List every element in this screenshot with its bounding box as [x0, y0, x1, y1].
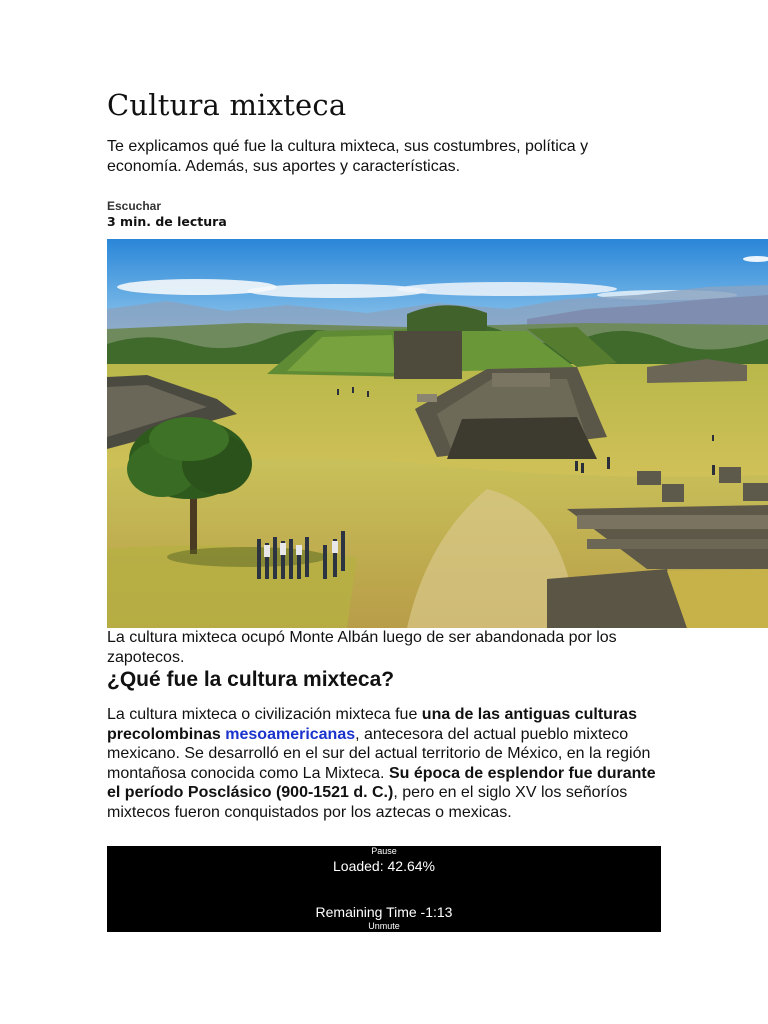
paragraph-bold-text: una de las antiguas culturas precolombinas [107, 706, 637, 743]
section-heading: ¿Qué fue la cultura mixteca? [107, 668, 395, 691]
loaded-status: Loaded: 42.64% [333, 858, 435, 874]
page-title: Cultura mixteca [107, 88, 347, 122]
paragraph-text: La cultura mixteca o civilización mixteca fue [107, 706, 422, 723]
listen-button[interactable]: Escuchar [107, 199, 162, 213]
mesoamericanas-link[interactable]: mesoamericanas [225, 725, 356, 743]
image-caption: La cultura mixteca ocupó Monte Albán luego de ser abandonada por los zapotecos. [107, 629, 617, 666]
remaining-time: Remaining Time -1:13 [315, 904, 453, 920]
paragraph-bold-text: Su época de esplendor fue durante el período Posclásico (900-1521 d. C.) [107, 764, 656, 802]
monte-alban-photo [107, 239, 768, 628]
paragraph-text: , pero en el siglo XV los señoríos mixtecos fueron conquistados por los aztecas o mexicas. [107, 784, 628, 821]
read-time: 3 min. de lectura [107, 214, 227, 229]
hero-image [107, 239, 768, 628]
article-lead: Te explicamos qué fue la cultura mixteca, sus costumbres, política y economía. Además, sus aportes y características. [107, 138, 589, 175]
pause-button[interactable]: Pause [371, 846, 397, 856]
article-paragraph [107, 705, 667, 823]
unmute-button[interactable]: Unmute [368, 921, 400, 931]
audio-player [107, 846, 661, 932]
paragraph-text: , antecesora del actual pueblo mixteco mexicano. Se desarrolló en el sur del actual territorio de México, en la región montañosa conocida como La Mixteca. [107, 725, 651, 782]
